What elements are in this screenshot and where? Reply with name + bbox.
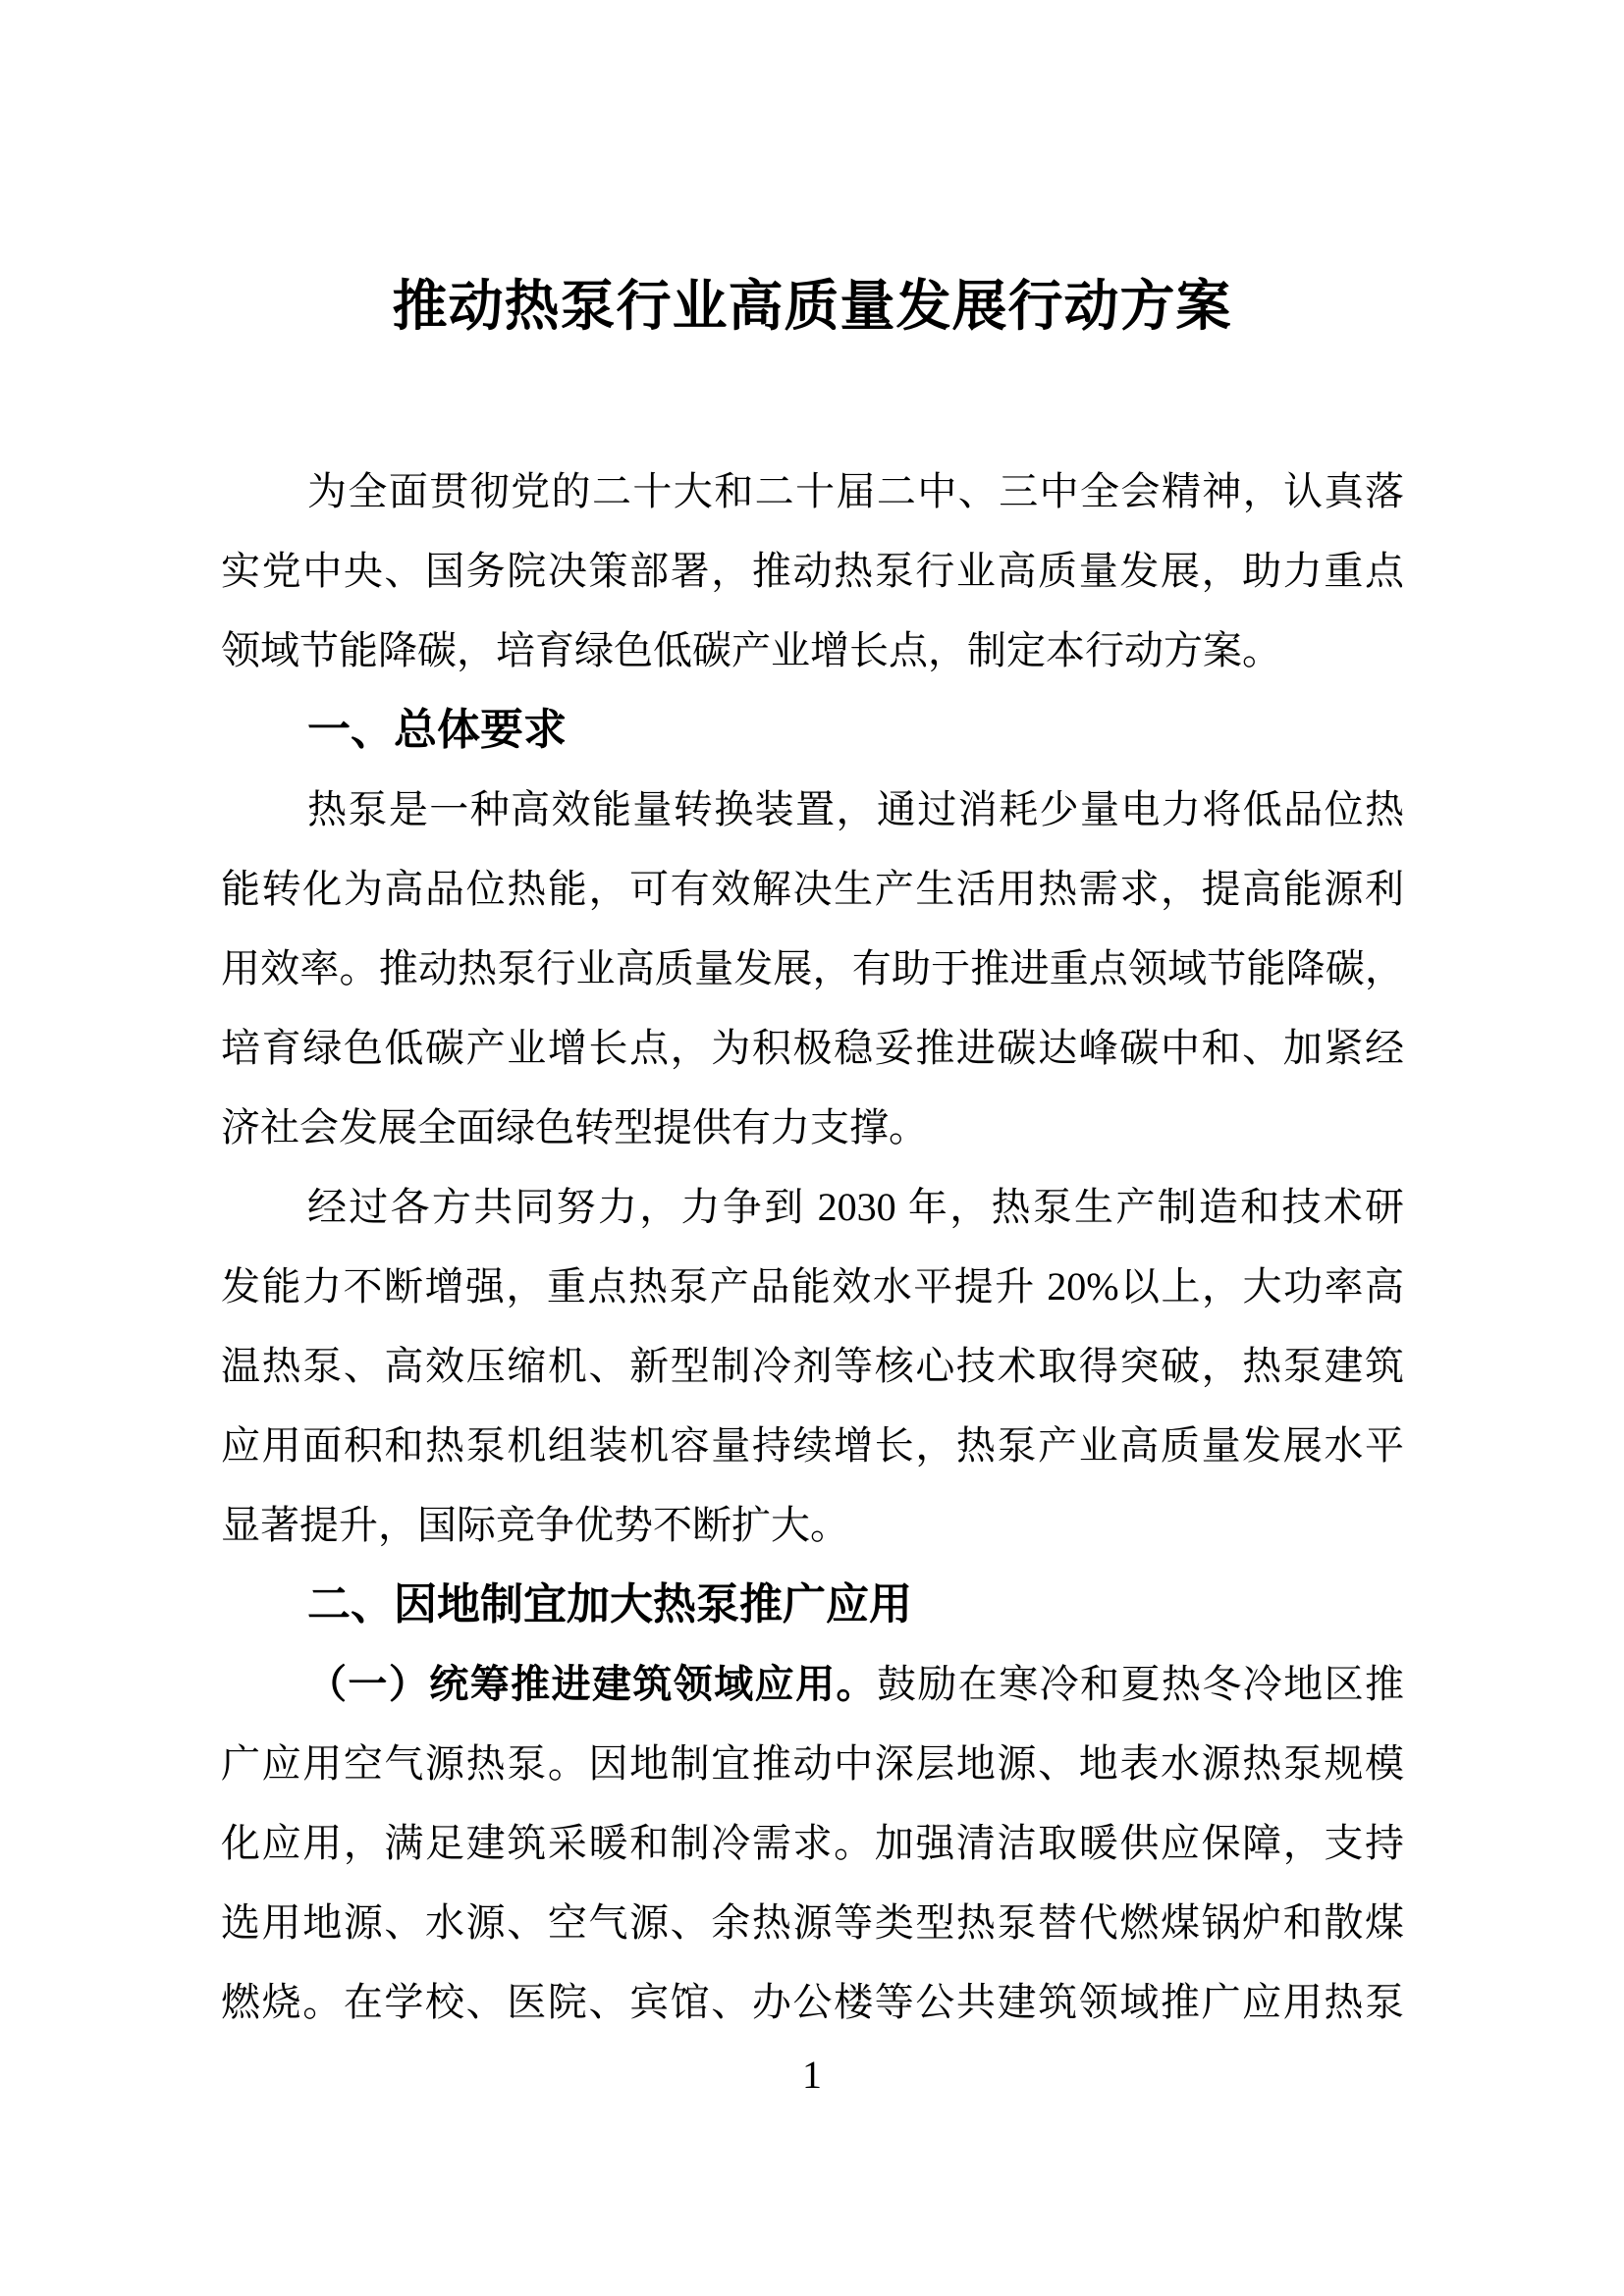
overview-p1-line-4: 培育绿色低碳产业增长点，为积极稳妥推进碳达峰碳中和、加紧经 — [221, 1026, 1404, 1070]
item1-line-5: 燃烧。在学校、医院、宾馆、办公楼等公共建筑领域推广应用热泵 — [221, 1980, 1404, 2024]
item1-line-3: 化应用，满足建筑采暖和制冷需求。加强清洁取暖供应保障，支持 — [221, 1821, 1404, 1865]
section-heading-1: 一、总体要求 — [307, 706, 567, 754]
overview-p1-line-2: 能转化为高品位热能，可有效解决生产生活用热需求，提高能源利 — [221, 867, 1404, 911]
overview-p2-line-3: 温热泵、高效压缩机、新型制冷剂等核心技术取得突破，热泵建筑 — [221, 1344, 1404, 1388]
item1-line-2: 广应用空气源热泵。因地制宜推动中深层地源、地表水源热泵规模 — [221, 1741, 1404, 1786]
intro-line-1: 为全面贯彻党的二十大和二十届二中、三中全会精神，认真落 — [307, 469, 1404, 513]
overview-p1-line-5: 济社会发展全面绿色转型提供有力支撑。 — [221, 1105, 928, 1149]
item1-lead-bold: （一）统筹推进建筑领域应用。 — [307, 1662, 877, 1706]
overview-p2-line-5: 显著提升，国际竞争优势不断扩大。 — [221, 1503, 849, 1547]
intro-line-2: 实党中央、国务院决策部署，推动热泵行业高质量发展，助力重点 — [221, 549, 1404, 593]
item1-line-1 — [221, 1644, 1404, 1724]
item1-line-1-rest: 鼓励在寒冷和夏热冬冷地区推 — [876, 1662, 1404, 1706]
document-title: 推动热泵行业高质量发展行动方案 — [392, 277, 1232, 338]
overview-p1-line-1: 热泵是一种高效能量转换装置，通过消耗少量电力将低品位热 — [307, 787, 1404, 831]
overview-p2-line-4: 应用面积和热泵机组装机容量持续增长，热泵产业高质量发展水平 — [221, 1423, 1404, 1468]
page-number: 1 — [802, 2053, 822, 2097]
item1-line-4: 选用地源、水源、空气源、余热源等类型热泵替代燃煤锅炉和散煤 — [221, 1900, 1404, 1945]
overview-p1-line-3: 用效率。推动热泵行业高质量发展，有助于推进重点领域节能降碳， — [221, 946, 1404, 990]
overview-p2-line-1: 经过各方共同努力，力争到 2030 年，热泵生产制造和技术研 — [307, 1185, 1404, 1229]
section-heading-2: 二、因地制宜加大热泵推广应用 — [307, 1580, 912, 1629]
overview-p2-line-2: 发能力不断增强，重点热泵产品能效水平提升 20%以上，大功率高 — [221, 1264, 1404, 1308]
document-body — [221, 452, 1404, 2042]
intro-line-3: 领域节能降碳，培育绿色低碳产业增长点，制定本行动方案。 — [221, 628, 1281, 672]
